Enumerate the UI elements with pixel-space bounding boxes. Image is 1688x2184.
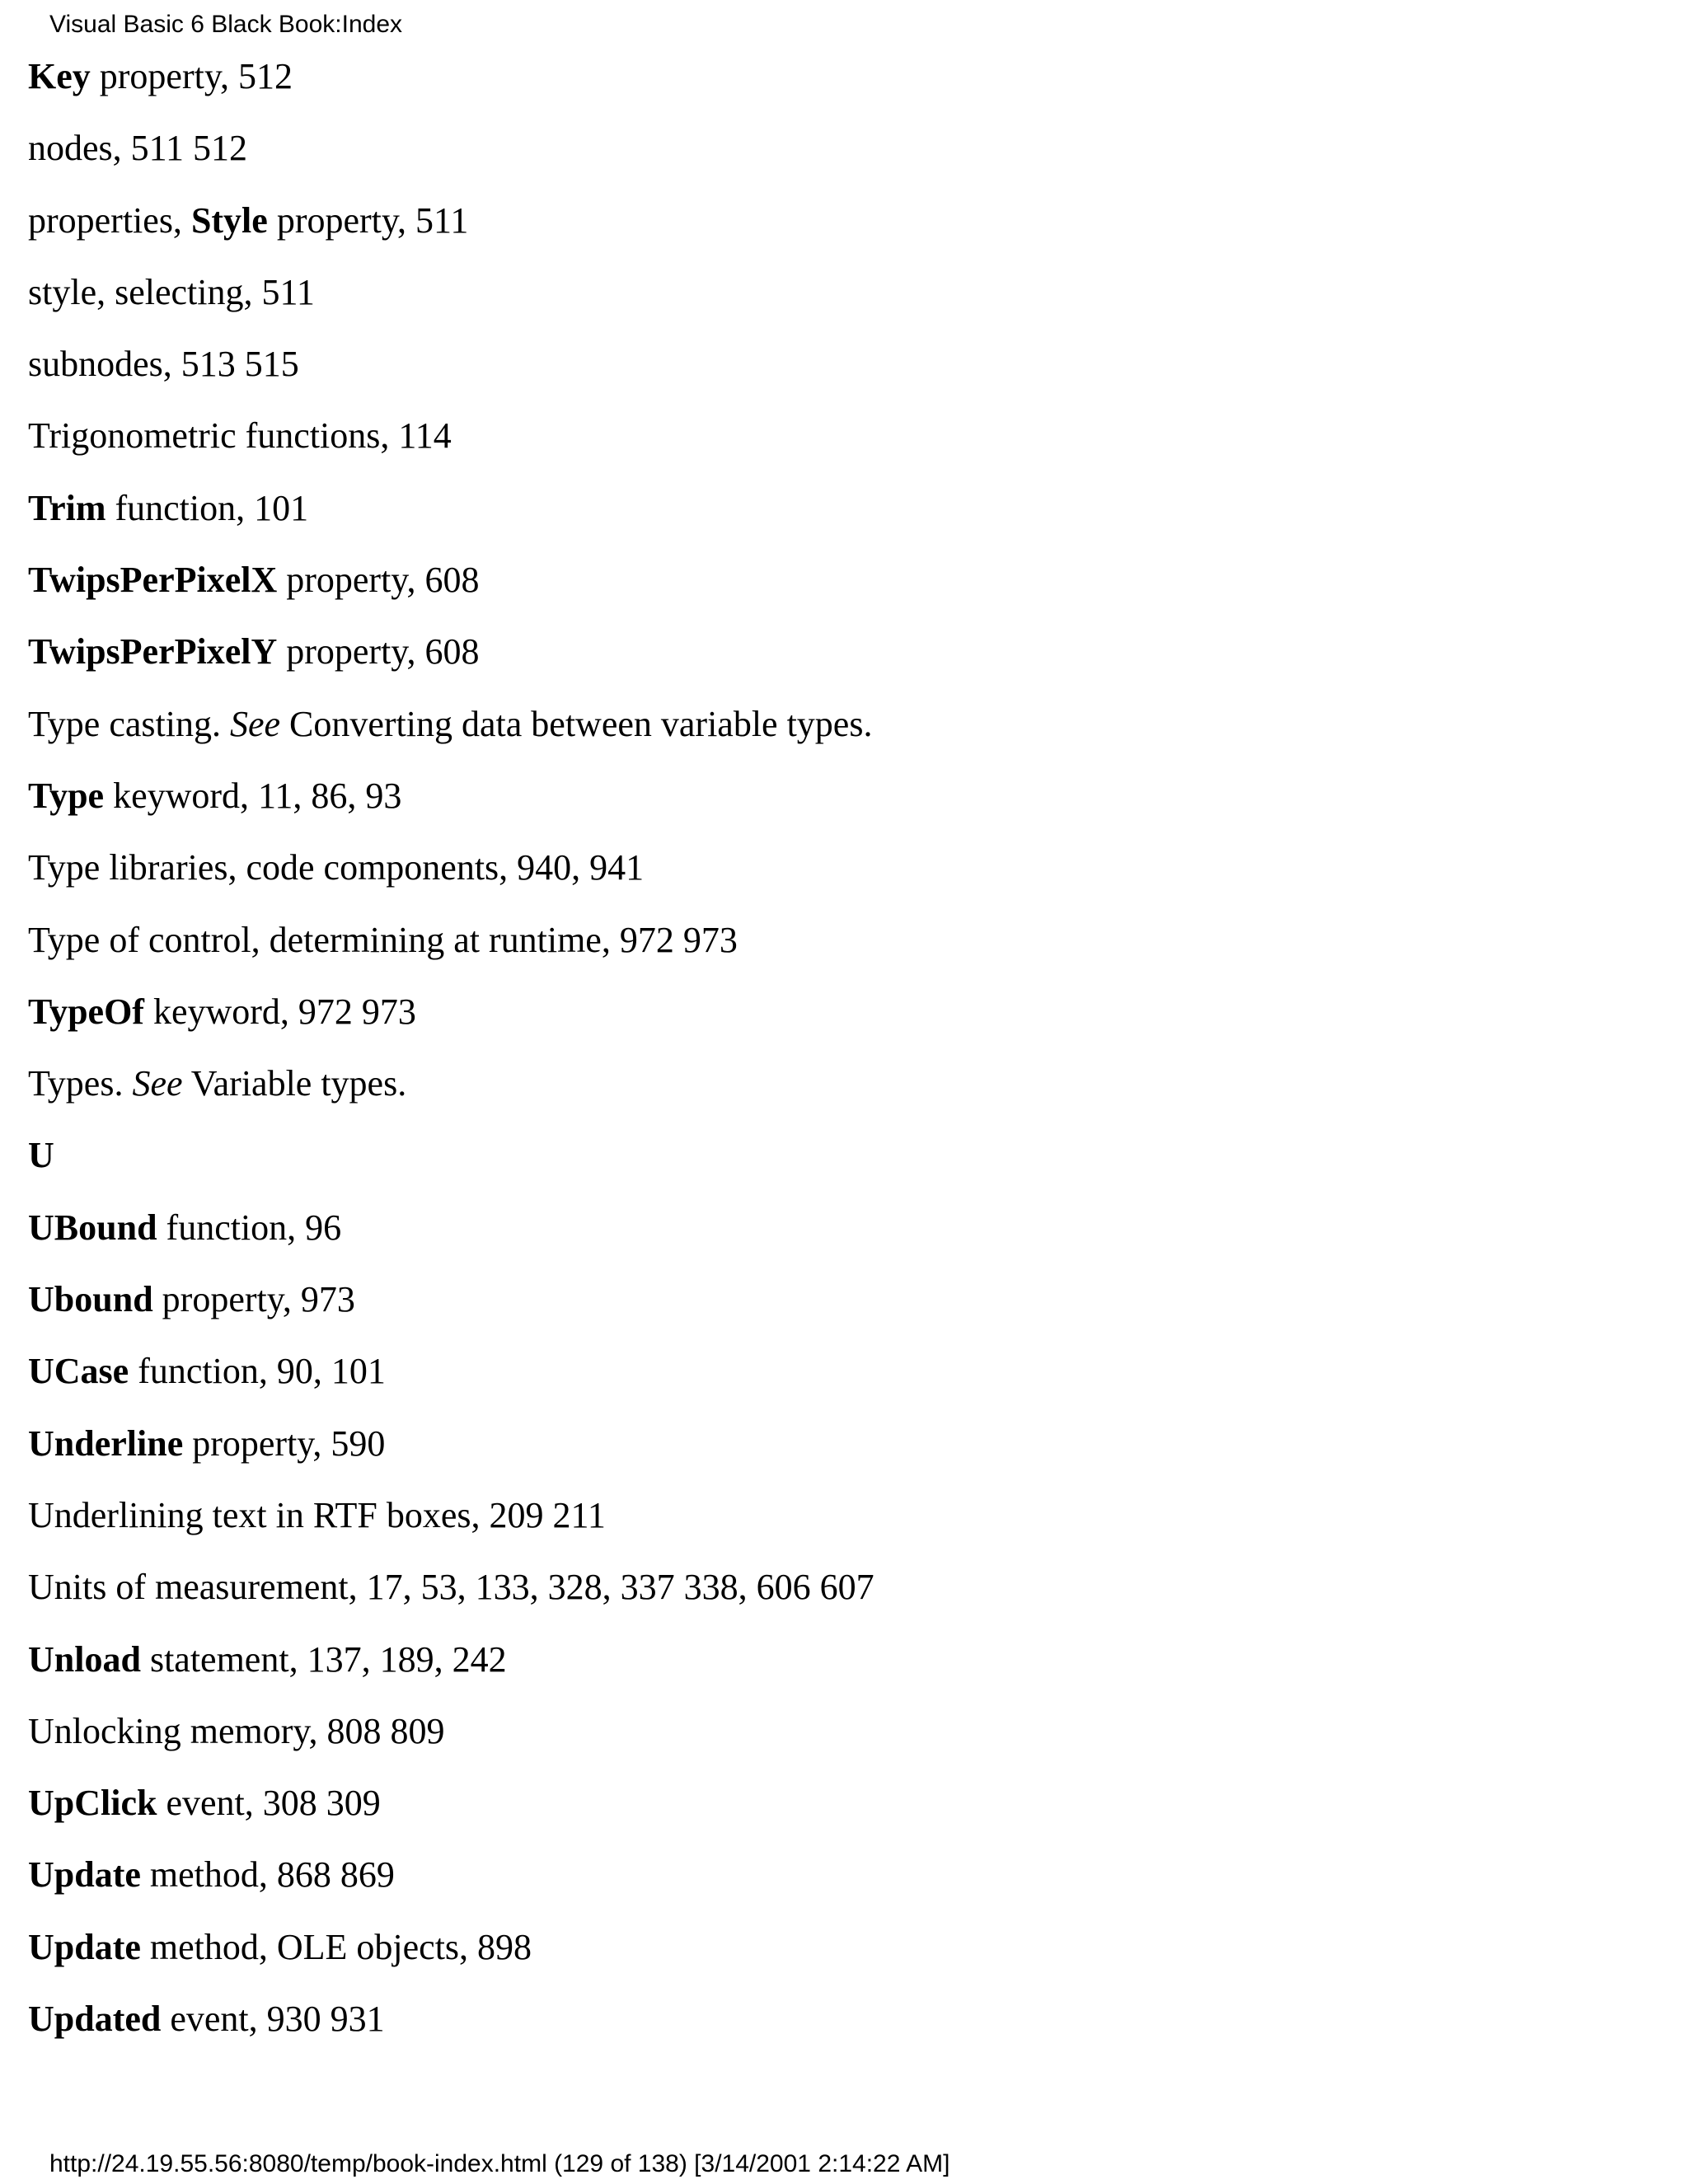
entry-term: UCase [28, 1351, 129, 1392]
index-entry [28, 623, 874, 695]
index-entry [28, 1343, 874, 1414]
entry-text: event, 930 931 [161, 1999, 385, 2040]
index-entry [28, 1703, 874, 1774]
index-entry [28, 1199, 874, 1271]
index-entry [28, 1055, 874, 1127]
entry-text: Type libraries, code components, 940, 941 [28, 847, 645, 888]
entry-text: keyword, 972 973 [143, 991, 416, 1032]
entry-term: TypeOf [28, 991, 144, 1032]
index-entry [28, 192, 874, 264]
page-footer-url: http://24.19.55.56:8080/temp/book-index.html (129 of 138) [3/14/2001 2:14:22 AM] [49, 2150, 950, 2177]
entry-text: statement, 137, 189, 242 [140, 1638, 507, 1680]
entry-text: property, 973 [152, 1279, 355, 1320]
entry-see: See [229, 703, 281, 744]
entry-text: Trigonometric functions, 114 [28, 415, 452, 457]
entry-term: Underline [28, 1422, 184, 1464]
index-entry [28, 1558, 874, 1630]
entry-term: Trim [28, 487, 106, 528]
index-entry [28, 1919, 874, 1990]
index-entry [28, 551, 874, 623]
entry-term: TwipsPerPixelY [28, 631, 278, 673]
index-entry [28, 335, 874, 407]
entry-text: method, OLE objects, 898 [140, 1926, 532, 1967]
index-entry [28, 1415, 874, 1487]
index-entry [28, 1631, 874, 1703]
index-section-letter [28, 1127, 874, 1198]
entry-text: property, 608 [277, 560, 480, 601]
index-entry [28, 839, 874, 911]
entry-text: function, 96 [157, 1207, 342, 1248]
index-entry [28, 983, 874, 1055]
index-entry [28, 1487, 874, 1558]
entry-text: property, 512 [90, 56, 293, 96]
index-entry [28, 767, 874, 839]
entry-text: nodes, 511 512 [28, 128, 248, 169]
section-letter: U [28, 1135, 54, 1176]
entry-text: function, 90, 101 [129, 1351, 386, 1392]
entry-text: property, 590 [183, 1422, 386, 1464]
entry-text: style, selecting, 511 [28, 271, 315, 312]
entry-text: property, 511 [267, 199, 469, 241]
entry-term: Updated [28, 1999, 162, 2040]
entry-term: UpClick [28, 1783, 157, 1824]
index-entry [28, 1774, 874, 1846]
index-entry [28, 1271, 874, 1343]
entry-term: Update [28, 1854, 141, 1896]
entry-term: Style [190, 199, 268, 241]
index-entry-list [28, 48, 874, 2062]
entry-term: Update [28, 1926, 141, 1967]
entry-term: Key [28, 56, 91, 96]
entry-prefix: Type casting. [28, 703, 230, 744]
page-header: Visual Basic 6 Black Book:Index [49, 11, 403, 38]
entry-see: See [132, 1063, 183, 1104]
index-entry [28, 1990, 874, 2062]
entry-text: Unlocking memory, 808 809 [28, 1710, 445, 1751]
entry-text: Type of control, determining at runtime, 972 973 [28, 919, 738, 960]
entry-term: Ubound [28, 1279, 153, 1320]
entry-text: event, 308 309 [157, 1783, 381, 1824]
entry-term: UBound [28, 1207, 157, 1248]
entry-text: Converting data between variable types. [280, 703, 873, 744]
entry-prefix: Types. [28, 1063, 133, 1104]
index-entry [28, 120, 874, 191]
entry-term: Type [28, 775, 105, 816]
index-entry [28, 407, 874, 479]
index-entry [28, 912, 874, 983]
index-entry [28, 696, 874, 767]
index-entry [28, 48, 874, 120]
entry-text: keyword, 11, 86, 93 [104, 775, 402, 816]
index-entry [28, 1846, 874, 1918]
entry-text: subnodes, 513 515 [28, 344, 299, 385]
entry-text: function, 101 [106, 487, 309, 528]
entry-text: method, 868 869 [140, 1854, 395, 1896]
entry-term: Unload [28, 1638, 141, 1680]
entry-term: TwipsPerPixelX [28, 560, 278, 601]
entry-text: property, 608 [277, 631, 480, 673]
entry-text: Variable types. [182, 1063, 407, 1104]
entry-text: Underlining text in RTF boxes, 209 211 [28, 1494, 606, 1535]
entry-prefix: properties, [28, 199, 191, 241]
entry-text: Units of measurement, 17, 53, 133, 328, 337 338, 606 607 [28, 1567, 874, 1608]
index-entry [28, 264, 874, 335]
index-entry [28, 480, 874, 551]
